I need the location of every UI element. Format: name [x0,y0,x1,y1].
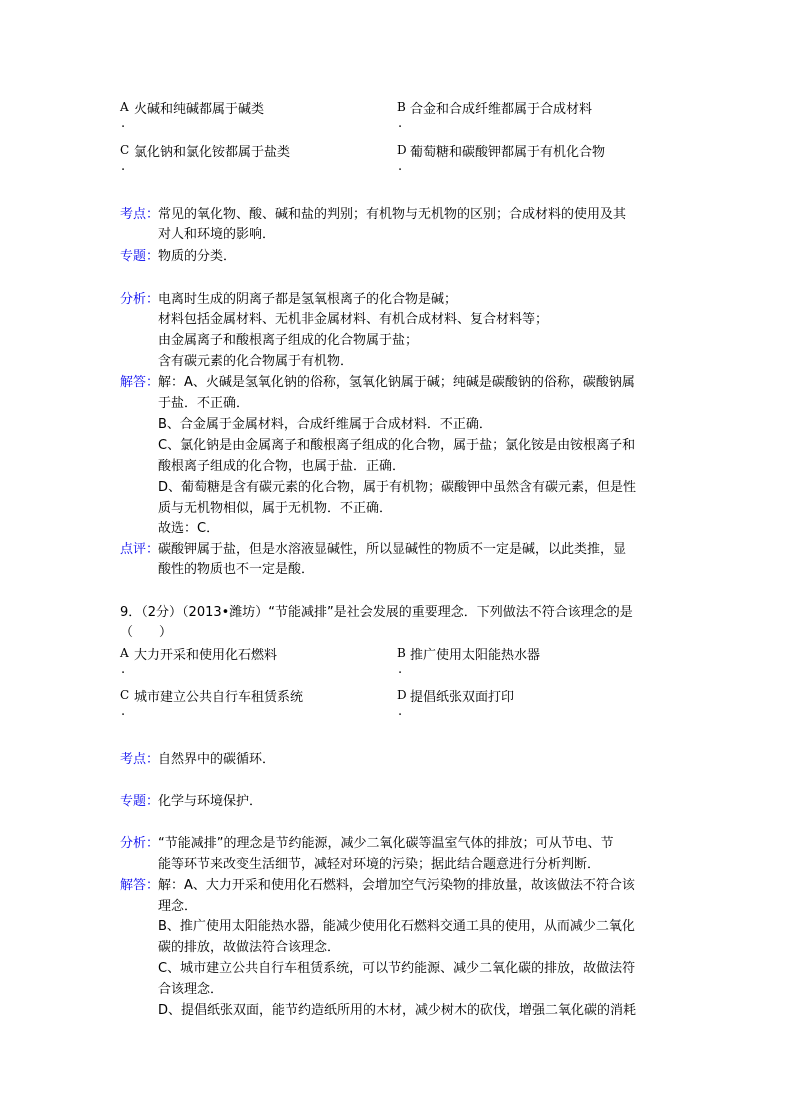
q8-option-c-letter: C [120,143,130,157]
q9-jieda-line: D、提倡纸张双面，能节约造纸所用的木材，减少树木的砍伐，增强二氧化碳的消耗 [158,1003,637,1018]
q8-jieda-line: B、合金属于金属材料，合成纤维属于合成材料．不正确． [158,417,492,432]
q9-option-c-dot: . [121,704,126,719]
q8-option-a-dot: . [121,116,126,131]
q8-jieda-line: C、氯化钠是由金属离子和酸根离子组成的化合物，属于盐；氯化铵是由铵根离子和 [158,438,636,453]
q8-jieda-label: 解答： [120,375,160,390]
q8-dianping-line: 碳酸钾属于盐，但是水溶液显碱性，所以显碱性的物质不一定是碱，以此类推，显 [158,542,627,557]
q8-option-d-letter: D [397,143,407,157]
q9-option-a-letter: A [120,646,129,660]
q9-option-b-text: 推广使用太阳能热水器 [410,648,541,663]
q9-jieda-line: C、城市建立公共自行车租赁系统，可以节约能源、减少二氧化碳的排放，故做法符 [158,961,636,976]
q8-option-b-dot: . [398,116,403,131]
q9-jieda-line: 理念． [158,899,198,914]
q8-dianping-label: 点评： [120,542,160,557]
q8-option-b-text: 合金和合成纤维都属于合成材料 [410,102,593,117]
q9-question-line: （ ） [120,625,173,640]
q8-dianping-line: 酸性的物质也不一定是酸． [158,562,315,577]
q9-option-b-letter: B [397,646,406,660]
q9-fenxi-line: “节能减排”的理念是节约能源，减少二氧化碳等温室气体的排放；可从节电、节 [158,836,614,851]
q9-option-b-dot: . [398,662,403,677]
q8-option-a-letter: A [120,100,129,114]
q8-kaodian-label: 考点： [120,207,160,222]
q8-zhuanti-text: 物质的分类． [158,249,237,264]
q8-jieda-line: 故选：C． [158,521,220,536]
q9-option-d-text: 提倡纸张双面打印 [410,690,515,705]
q8-option-d-dot: . [398,159,403,174]
q9-jieda-line: 合该理念． [158,982,224,997]
q8-fenxi-line: 由金属离子和酸根离子组成的化合物属于盐； [158,333,419,348]
q8-kaodian-line: 常见的氧化物、酸、碱和盐的判别；有机物与无机物的区别；合成材料的使用及其 [158,207,627,222]
q9-fenxi-line: 能等环节来改变生活细节，减轻对环境的污染；据此结合题意进行分析判断． [158,857,601,872]
q9-option-d-letter: D [397,688,407,702]
q8-option-c-text: 氯化钠和氯化铵都属于盐类 [134,145,291,160]
q8-kaodian-line: 对人和环境的影响． [158,227,276,242]
q8-zhuanti-label: 专题： [120,249,160,264]
q9-kaodian-text: 自然界中的碳循环． [158,752,276,767]
q9-jieda-line: B、推广使用太阳能热水器，能减少使用化石燃料交通工具的使用，从而减少二氧化 [158,919,635,934]
q8-option-d-text: 葡萄糖和碳酸钾都属于有机化合物 [410,145,606,160]
q9-jieda-line: 碳的排放，故做法符合该理念． [158,940,341,955]
q9-option-c-text: 城市建立公共自行车租赁系统 [134,690,304,705]
q8-jieda-line: 于盐．不正确． [158,396,250,411]
q8-jieda-line: D、葡萄糖是含有碳元素的化合物，属于有机物；碳酸钾中虽然含有碳元素，但是性 [158,480,637,495]
q9-option-a-dot: . [121,662,126,677]
q8-option-a-text: 火碱和纯碱都属于碱类 [134,102,265,117]
q8-option-c-dot: . [121,159,126,174]
q9-zhuanti-text: 化学与环境保护． [158,794,263,809]
q9-option-d-dot: . [398,704,403,719]
q9-fenxi-label: 分析： [120,836,160,851]
q9-zhuanti-label: 专题： [120,794,160,809]
q9-option-a-text: 大力开采和使用化石燃料 [134,648,278,663]
q9-option-c-letter: C [120,688,130,702]
q9-jieda-label: 解答： [120,878,160,893]
q8-fenxi-line: 含有碳元素的化合物属于有机物． [158,354,354,369]
q9-question-line: 9．（2分）（2013•潍坊）“节能减排”是社会发展的重要理念．下列做法不符合该理念的是 [120,605,633,620]
q8-fenxi-label: 分析： [120,292,160,307]
q8-jieda-line: 解：A、火碱是氢氧化钠的俗称，氢氧化钠属于碱；纯碱是碳酸钠的俗称，碳酸钠属 [158,375,635,390]
q9-kaodian-label: 考点： [120,752,160,767]
q8-fenxi-line: 电离时生成的阴离子都是氢氧根离子的化合物是碱； [158,292,458,307]
q9-jieda-line: 解：A、大力开采和使用化石燃料，会增加空气污染物的排放量，故该做法不符合该 [158,878,635,893]
q8-jieda-line: 质与无机物相似，属于无机物．不正确． [158,501,393,516]
q8-jieda-line: 酸根离子组成的化合物，也属于盐．正确． [158,459,406,474]
q8-option-b-letter: B [397,100,406,114]
q8-fenxi-line: 材料包括金属材料、无机非金属材料、有机合成材料、复合材料等； [158,312,549,327]
